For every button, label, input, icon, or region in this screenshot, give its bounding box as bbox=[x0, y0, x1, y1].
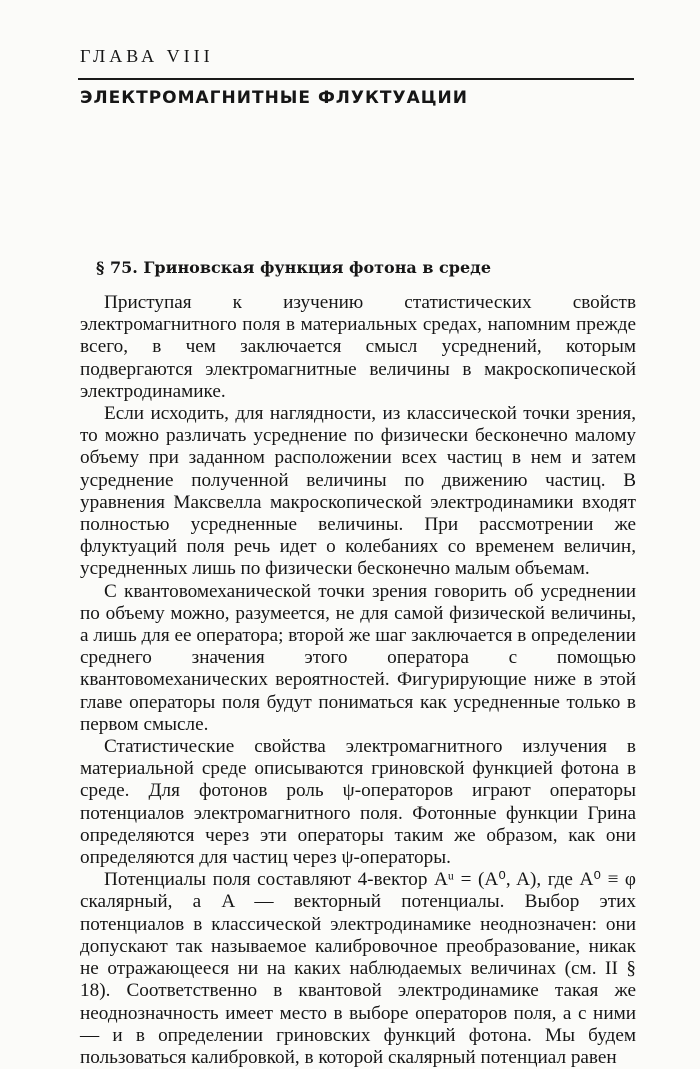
chapter-title: ЭЛЕКТРОМАГНИТНЫЕ ФЛУКТУАЦИИ bbox=[80, 88, 469, 108]
paragraph: Приступая к изучению статистических свойств электромагнитного поля в материальных средах, напомним прежде всего, в чем заключается смысл усреднений, которым подвергаются электромагнитные величины в макроскопической электродинамике. bbox=[80, 292, 636, 402]
section-title: § 75. Гриновская функция фотона в среде bbox=[96, 258, 491, 277]
paragraph: Потенциалы поля составляют 4-вектор Aᵘ = (A⁰, A), где A⁰ ≡ φ скалярный, а A — векторный потенциалы. Выбор этих потенциалов в классической электродинамике неоднозначен: они допускают так называемое калибровочное преобразование, никак не отражающееся ни на каких наблюдаемых величинах (см. II § 18). Соответственно в квантовой электродинамике такая же неоднозначность имеет место в выборе операторов поля, а с ними — и в определении гриновских функций фотона. Мы будем пользоваться калибровкой, в которой скалярный потенциал равен bbox=[80, 869, 636, 1068]
paragraph: С квантовомеханической точки зрения говорить об усреднении по объему можно, разумеется, не для самой физической величины, а лишь для ее оператора; второй же шаг заключается в определении среднего значения этого оператора с помощью квантовомеханических вероятностей. Фигурирующие ниже в этой главе операторы поля будут пониматься как усредненные только в первом смысле. bbox=[80, 580, 636, 735]
paragraph: Если исходить, для наглядности, из классической точки зрения, то можно различать усреднение по физически бесконечно малому объему при заданном расположении всех частиц в нем и затем усреднение полученной величины по движению частиц. В уравнения Максвелла макроскопической электродинамики входят полностью усредненные величины. При рассмотрении же флуктуаций поля речь идет о колебаниях со временем величин, усредненных лишь по физически бесконечно малым объемам. bbox=[80, 403, 636, 580]
paragraph: Статистические свойства электромагнитного излучения в материальной среде описываются гриновской функцией фотона в среде. Для фотонов роль ψ-операторов играют операторы потенциалов электромагнитного поля. Фотонные функции Грина определяются через эти операторы таким же образом, как они определяются для частиц через ψ-операторы. bbox=[80, 736, 636, 869]
chapter-label: ГЛАВА VIII bbox=[80, 46, 214, 66]
chapter-rule bbox=[78, 78, 634, 80]
body-text bbox=[80, 292, 636, 1069]
